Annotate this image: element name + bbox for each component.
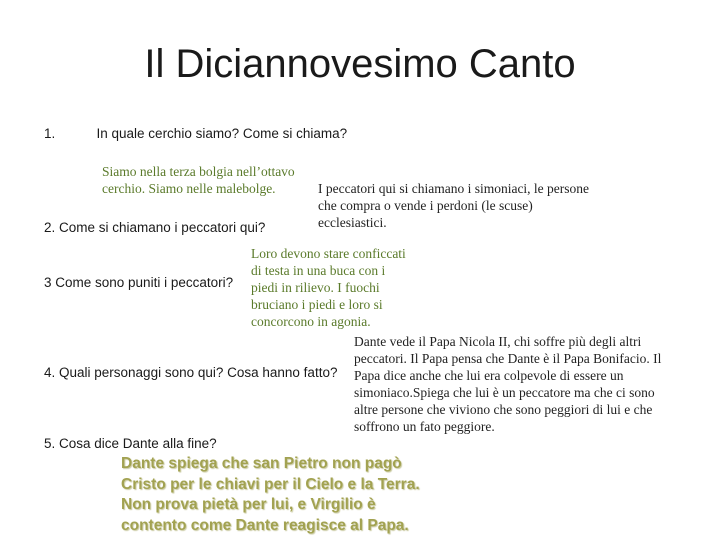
question-1: 1. In quale cerchio siamo? Come si chiama?: [44, 126, 348, 141]
answer-1: Siamo nella terza bolgia nell’ottavo cerchio. Siamo nelle malebolge.: [102, 164, 295, 196]
question-3: 3 Come sono puniti i peccatori?: [44, 275, 234, 290]
slide-title: Il Diciannovesimo Canto: [144, 42, 576, 86]
question-4: 4. Quali personaggi sono qui? Cosa hanno fatto?: [44, 365, 338, 380]
answer-2: I peccatori qui si chiamano i simoniaci, le persone che compra o vende i perdoni (le scuse) ecclesiastici.: [318, 181, 590, 230]
answer-5: Dante spiega che san Pietro non pagò Cristo per le chiavi per il Cielo e la Terra. Non prova pietà per lui, e Virgilio è contento come Dante reagisce al Papa.: [121, 455, 420, 534]
answer-3: Loro devono stare conficcati di testa in una buca con i piedi in rilievo. I fuochi bruciano i piedi e loro si concorcono in agonia.: [251, 246, 406, 329]
question-5: 5. Cosa dice Dante alla fine?: [44, 436, 217, 451]
question-2: 2. Come si chiamano i peccatori qui?: [44, 220, 266, 235]
answer-4: Dante vede il Papa Nicola II, chi soffre più degli altri peccatori. Il Papa pensa che Dante è il Papa Bonifacio. Il Papa dice anche che lui era colpevole di essere un simoniaco.Spiega che lui è un peccatore ma che ci sono altre persone che viviono che sono peggiori di lui e che soffrono un fato peggiore.: [354, 334, 662, 434]
